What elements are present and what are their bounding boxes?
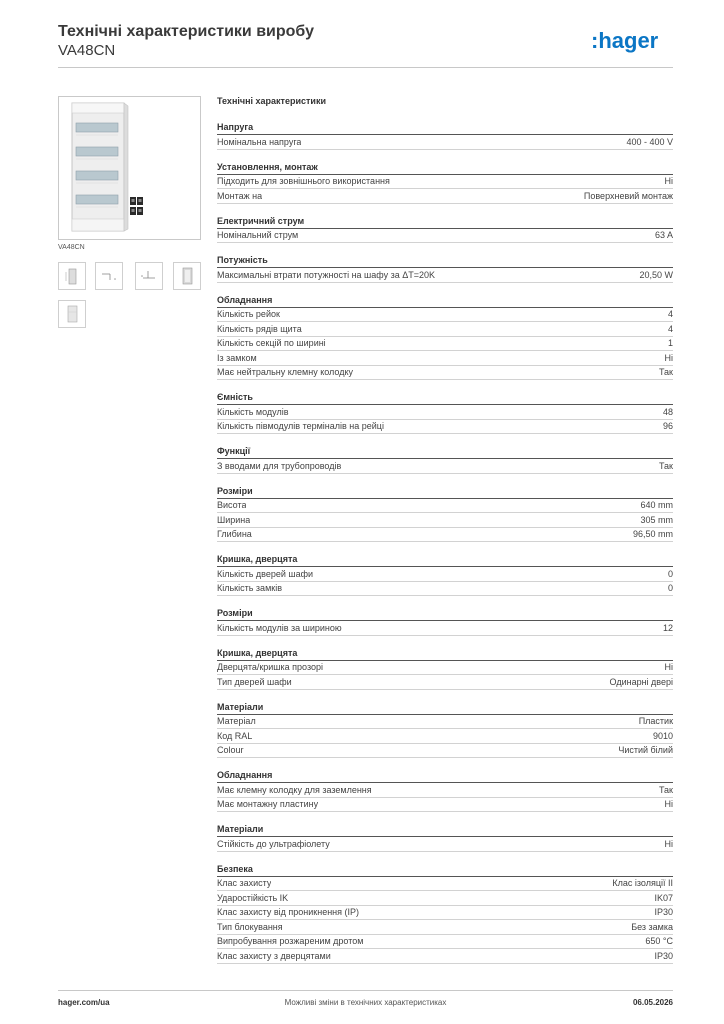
spec-label: Кількість дверей шафи: [217, 568, 314, 579]
spec-row: [217, 675, 673, 690]
spec-value: 640 mm: [640, 500, 673, 511]
spec-section: [217, 293, 673, 381]
spec-row: [217, 351, 673, 366]
spec-label: Кількість замків: [217, 583, 282, 594]
specifications: [217, 96, 673, 974]
spec-row: [217, 744, 673, 759]
spec-row: [217, 528, 673, 543]
spec-value: Чистий білий: [618, 745, 673, 756]
svg-text::hager: :hager: [591, 28, 659, 53]
spec-value: Пластик: [638, 716, 673, 727]
spec-value: 650 °C: [645, 936, 673, 947]
spec-section: [217, 552, 673, 596]
spec-label: Має клемну колодку для заземлення: [217, 784, 372, 795]
spec-value: 400 - 400 V: [626, 136, 673, 147]
spec-label: Має монтажну пластину: [217, 799, 319, 810]
spec-label: Кількість секцій по ширині: [217, 338, 326, 349]
spec-label: Монтаж на: [217, 190, 263, 201]
spec-row: [217, 175, 673, 190]
spec-label: Кількість рядів щита: [217, 323, 302, 334]
spec-row: [217, 567, 673, 582]
spec-value: Поверхневий монтаж: [583, 190, 673, 201]
spec-value: Клас ізоляції II: [612, 878, 673, 889]
spec-value: IK07: [654, 892, 673, 903]
spec-section: [217, 606, 673, 636]
spec-label: Клас захисту з дверцятами: [217, 950, 331, 961]
spec-value: Так: [658, 460, 673, 471]
spec-section: [217, 768, 673, 812]
product-image: [58, 96, 201, 240]
spec-value: IP30: [654, 907, 673, 918]
spec-section-heading: Безпека: [217, 862, 673, 877]
spec-section-heading: Кришка, дверцята: [217, 646, 673, 661]
spec-label: Підходить для зовнішнього використання: [217, 176, 390, 187]
spec-label: Випробування розжареним дротом: [217, 936, 364, 947]
spec-label: Має нейтральну клемну колодку: [217, 367, 353, 378]
footer-notice: Можливі зміни в технічних характеристиках: [284, 998, 447, 1007]
spec-value: 96: [662, 421, 673, 432]
spec-row: [217, 420, 673, 435]
spec-value: 0: [667, 583, 673, 594]
spec-section-heading: Обладнання: [217, 768, 673, 783]
spec-row: [217, 582, 673, 597]
page-title: Технічні характеристики виробу: [58, 23, 314, 40]
spec-label: Клас захисту від проникнення (IP): [217, 907, 360, 918]
spec-row: [217, 798, 673, 813]
spec-value: 1: [667, 338, 673, 349]
spec-section: [217, 214, 673, 244]
specs-title: Технічні характеристики: [217, 96, 326, 106]
bottom-view-icon[interactable]: [135, 262, 163, 290]
spec-section: [217, 822, 673, 852]
spec-value: Так: [658, 367, 673, 378]
spec-section: [217, 160, 673, 204]
spec-section-heading: Потужність: [217, 253, 673, 268]
spec-row: [217, 949, 673, 964]
spec-value: 9010: [652, 730, 673, 741]
spec-section-heading: Обладнання: [217, 293, 673, 308]
spec-section: [217, 862, 673, 964]
spec-label: Код RAL: [217, 730, 253, 741]
spec-label: Тип блокування: [217, 921, 283, 932]
spec-row: [217, 715, 673, 730]
spec-section-heading: Ємність: [217, 390, 673, 405]
spec-label: Кількість півмодулів терміналів на рейці: [217, 421, 384, 432]
footer-date: 06.05.2026: [632, 998, 673, 1007]
spec-label: Номінальний струм: [217, 230, 299, 241]
spec-row: [217, 337, 673, 352]
spec-value: 12: [662, 622, 673, 633]
side-view-icon[interactable]: [95, 262, 123, 290]
spec-row: [217, 621, 673, 636]
spec-row: [217, 405, 673, 420]
distribution-board-illustration: [59, 97, 200, 239]
spec-value: Ні: [664, 662, 673, 673]
spec-label: З вводами для трубопроводів: [217, 460, 342, 471]
spec-value: Ні: [664, 838, 673, 849]
spec-value: Так: [658, 784, 673, 795]
spec-row: [217, 268, 673, 283]
spec-row: [217, 920, 673, 935]
spec-value: 4: [667, 323, 673, 334]
spec-section-heading: Розміри: [217, 606, 673, 621]
spec-section: [217, 253, 673, 283]
spec-label: Матеріал: [217, 716, 256, 727]
spec-row: [217, 135, 673, 150]
spec-section-heading: Кришка, дверцята: [217, 552, 673, 567]
spec-label: Colour: [217, 745, 244, 756]
spec-value: Ні: [664, 799, 673, 810]
spec-value: IP30: [654, 950, 673, 961]
hager-logo: [591, 28, 673, 54]
spec-label: Кількість модулів за шириною: [217, 622, 342, 633]
spec-label: Із замком: [217, 352, 257, 363]
spec-label: Глибина: [217, 529, 252, 540]
spec-label: Ударостійкість IK: [217, 892, 289, 903]
spec-value: 63 A: [654, 230, 673, 241]
spec-row: [217, 783, 673, 798]
spec-row: [217, 229, 673, 244]
spec-row: [217, 189, 673, 204]
spec-row: [217, 661, 673, 676]
product-image-caption: VA48CN: [58, 244, 85, 251]
spec-label: Тип дверей шафи: [217, 676, 292, 687]
rear-view-icon[interactable]: [58, 300, 86, 328]
spec-value: 0: [667, 568, 673, 579]
spec-section: [217, 484, 673, 543]
footer-website-link[interactable]: hager.com/ua: [58, 998, 110, 1007]
spec-value: Ні: [664, 352, 673, 363]
spec-value: 4: [667, 309, 673, 320]
spec-value: 96,50 mm: [632, 529, 673, 540]
spec-label: Стійкість до ультрафіолету: [217, 838, 330, 849]
spec-row: [217, 459, 673, 474]
spec-value: 305 mm: [640, 514, 673, 525]
spec-section-heading: Установлення, монтаж: [217, 160, 673, 175]
spec-label: Максимальні втрати потужності на шафу за ΔT=20K: [217, 269, 435, 280]
spec-label: Висота: [217, 500, 247, 511]
page-footer: [58, 990, 673, 1010]
spec-section: [217, 444, 673, 474]
spec-section: [217, 120, 673, 150]
spec-row: [217, 366, 673, 381]
spec-row: [217, 935, 673, 950]
spec-section-heading: Напруга: [217, 120, 673, 135]
spec-section-heading: Розміри: [217, 484, 673, 499]
spec-value: Без замка: [631, 921, 673, 932]
spec-value: 20,50 W: [639, 269, 673, 280]
door-view-icon[interactable]: [173, 262, 201, 290]
spec-row: [217, 499, 673, 514]
spec-section-heading: Матеріали: [217, 700, 673, 715]
spec-sections: [217, 120, 673, 964]
spec-label: Ширина: [217, 514, 251, 525]
spec-section: [217, 390, 673, 434]
spec-label: Кількість модулів: [217, 406, 289, 417]
spec-value: Ні: [664, 176, 673, 187]
spec-row: [217, 877, 673, 892]
spec-row: [217, 837, 673, 852]
spec-label: Клас захисту: [217, 878, 272, 889]
spec-row: [217, 513, 673, 528]
page-header: [58, 22, 673, 68]
spec-section-heading: Матеріали: [217, 822, 673, 837]
product-code: VA48CN: [58, 42, 116, 59]
spec-section: [217, 700, 673, 759]
spec-value: 48: [662, 406, 673, 417]
spec-row: [217, 308, 673, 323]
spec-section-heading: Електричний струм: [217, 214, 673, 229]
spec-value: Одинарні двері: [609, 676, 673, 687]
spec-label: Дверцята/кришка прозорі: [217, 662, 323, 673]
spec-row: [217, 891, 673, 906]
spec-row: [217, 906, 673, 921]
spec-section-heading: Функції: [217, 444, 673, 459]
spec-label: Кількість рейок: [217, 309, 280, 320]
spec-section: [217, 646, 673, 690]
spec-label: Номінальна напруга: [217, 136, 302, 147]
front-view-icon[interactable]: [58, 262, 86, 290]
spec-row: [217, 729, 673, 744]
spec-row: [217, 322, 673, 337]
